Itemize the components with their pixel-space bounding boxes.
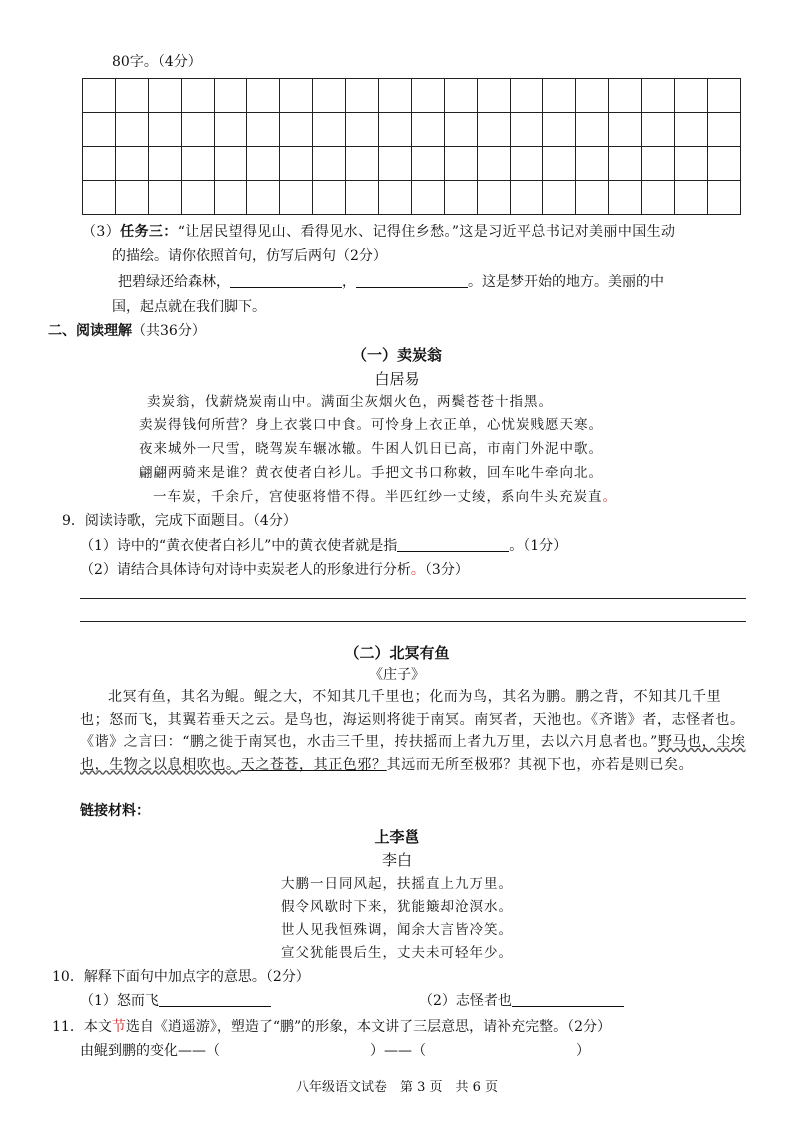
grid-cell[interactable]	[510, 147, 543, 181]
grid-cell[interactable]	[543, 113, 576, 147]
grid-cell[interactable]	[115, 79, 148, 113]
grid-cell[interactable]	[181, 113, 214, 147]
grid-cell[interactable]	[609, 79, 642, 113]
grid-cell[interactable]	[181, 147, 214, 181]
grid-cell[interactable]	[543, 79, 576, 113]
grid-cell[interactable]	[247, 181, 280, 215]
grid-cell[interactable]	[444, 181, 477, 215]
grid-cell[interactable]	[411, 79, 444, 113]
grid-cell[interactable]	[444, 147, 477, 181]
grid-cell[interactable]	[609, 113, 642, 147]
grid-cell[interactable]	[576, 181, 609, 215]
page-footer: 八年级语文试卷 第 3 页 共 6 页	[295, 1080, 499, 1095]
grid-cell[interactable]	[83, 79, 116, 113]
grid-cell[interactable]	[313, 147, 346, 181]
grid-cell[interactable]	[642, 79, 675, 113]
wavy-underlined-sentence: 野马也，尘埃也，生物之以息相吹也。	[80, 734, 746, 773]
poem2-line: 假令风歇时下来，犹能簸却沧溟水。	[281, 899, 513, 915]
task3-line1: （3）任务三：“让居民望得见山、看得见水、记得住乡愁。”这是习近平总书记对美丽中国生动	[82, 224, 676, 240]
grid-cell[interactable]	[642, 113, 675, 147]
grid-cell[interactable]	[477, 147, 510, 181]
poem2-line: 宣父犹能畏后生，丈夫未可轻年少。	[281, 945, 513, 961]
grid-cell[interactable]	[247, 147, 280, 181]
grid-cell[interactable]	[313, 113, 346, 147]
grid-cell[interactable]	[444, 79, 477, 113]
poem2-author: 李白	[381, 851, 412, 869]
grid-row	[83, 147, 741, 181]
grid-cell[interactable]	[609, 181, 642, 215]
grid-cell[interactable]	[510, 79, 543, 113]
q11-stem: 11．本文节选自《逍遥游》，塑造了“鹏”的形象，本文讲了三层意思，请补充完整。（2分）	[52, 1019, 612, 1035]
answer-blank-2[interactable]	[356, 273, 468, 288]
poem1-line: 夜来城外一尺雪，晓驾炭车辗冰辙。牛困人饥日已高，市南门外泥中歌。	[139, 441, 603, 457]
section-heading: 二、阅读理解（共36分）	[48, 323, 206, 339]
grid-cell[interactable]	[477, 113, 510, 147]
grid-row	[83, 79, 741, 113]
answer-line[interactable]	[80, 621, 746, 622]
grid-cell[interactable]	[346, 79, 379, 113]
q10-sub2: （2）志怪者也	[419, 990, 624, 1010]
grid-cell[interactable]	[280, 147, 313, 181]
grid-cell[interactable]	[642, 147, 675, 181]
grid-cell[interactable]	[181, 181, 214, 215]
text2-passage: 北冥有鱼，其名为鲲。鲲之大，不知其几千里也；化而为鸟，其名为鹏。鹏之背，不知其几千里也；怒而飞，其翼若垂天之云。是鸟也，海运则将徙于南冥。南冥者，天池也。《齐谐》者，志怪者也。《谐》之言曰：“鹏之徙于南冥也，水击三千里，抟扶摇而上者九万里，去以六月息者也。”野马也，尘埃也，生物之以息相吹也。天之苍苍，其正色邪？其远而无所至极邪？其视下也，亦若是则已矣。	[80, 689, 746, 773]
grid-cell[interactable]	[214, 147, 247, 181]
poem1-line: 翩翩两骑来是谁？黄衣使者白衫儿。手把文书口称敕，回车叱牛牵向北。	[139, 465, 603, 481]
grid-cell[interactable]	[576, 113, 609, 147]
grid-cell[interactable]	[346, 147, 379, 181]
grid-cell[interactable]	[313, 181, 346, 215]
writing-grid[interactable]	[82, 78, 741, 215]
poem2-line: 大鹏一日同风起，扶摇直上九万里。	[281, 876, 513, 892]
grid-row	[83, 113, 741, 147]
grid-cell[interactable]	[115, 147, 148, 181]
grid-cell[interactable]	[675, 79, 708, 113]
grid-cell[interactable]	[543, 181, 576, 215]
q9-sub1: （1）诗中的“黄衣使者白衫儿”中的黄衣使者就是指 。（1分）	[80, 538, 568, 554]
grid-cell[interactable]	[510, 181, 543, 215]
q9-sub2: （2）请结合具体诗句对诗中卖炭老人的形象进行分析。（3分）	[80, 562, 469, 578]
grid-cell[interactable]	[707, 79, 740, 113]
answer-blank-1[interactable]	[230, 273, 342, 288]
grid-cell[interactable]	[181, 79, 214, 113]
grid-cell[interactable]	[83, 147, 116, 181]
grid-cell[interactable]	[576, 79, 609, 113]
grid-cell[interactable]	[280, 79, 313, 113]
grid-row	[83, 181, 741, 215]
grid-cell[interactable]	[642, 181, 675, 215]
imitate-line: 把碧绿还给森林， ， 。这是梦开始的地方。美丽的中	[118, 274, 664, 290]
answer-line[interactable]	[80, 598, 746, 599]
grid-cell[interactable]	[115, 181, 148, 215]
grid-cell[interactable]	[148, 113, 181, 147]
grid-cell[interactable]	[214, 181, 247, 215]
grid-cell[interactable]	[379, 181, 412, 215]
grid-cell[interactable]	[477, 181, 510, 215]
grid-cell[interactable]	[148, 181, 181, 215]
grid-cell[interactable]	[411, 113, 444, 147]
q10-stem: 10．解释下面句中加点字的意思。（2分）	[52, 969, 310, 985]
grid-cell[interactable]	[247, 79, 280, 113]
grid-cell[interactable]	[477, 79, 510, 113]
task3-line2: 的描绘。请你依照首句，仿写后两句（2分）	[112, 248, 387, 264]
grid-cell[interactable]	[379, 113, 412, 147]
grid-cell[interactable]	[510, 113, 543, 147]
grid-cell[interactable]	[346, 181, 379, 215]
grid-cell[interactable]	[115, 113, 148, 147]
grid-cell[interactable]	[411, 147, 444, 181]
grid-cell[interactable]	[214, 113, 247, 147]
grid-cell[interactable]	[83, 113, 116, 147]
grid-cell[interactable]	[247, 113, 280, 147]
poem1-author: 白居易	[374, 370, 420, 388]
grid-cell[interactable]	[411, 181, 444, 215]
poem1-line: 卖炭翁，伐薪烧炭南山中。满面尘灰烟火色，两鬓苍苍十指黑。	[147, 394, 553, 410]
imitate-line-end: 国，起点就在我们脚下。	[112, 299, 266, 315]
underlined-sentence: 天之苍苍，其正色邪？	[240, 756, 387, 773]
grid-cell[interactable]	[707, 113, 740, 147]
grid-cell[interactable]	[379, 147, 412, 181]
grid-cell[interactable]	[675, 147, 708, 181]
answer-blank-q9[interactable]	[397, 537, 509, 552]
link-material-label: 链接材料：	[80, 803, 150, 819]
q10-sub1: （1）怒而飞	[80, 990, 271, 1010]
grid-cell[interactable]	[83, 181, 116, 215]
answer-blank-q10-1[interactable]	[159, 992, 271, 1007]
poem1-line: 卖炭得钱何所营？身上衣裳口中食。可怜身上衣正单，心忧炭贱愿天寒。	[139, 417, 603, 433]
text2-title: （二）北冥有鱼	[344, 644, 450, 662]
text2-source: 《庄子》	[369, 667, 425, 683]
grid-cell[interactable]	[707, 147, 740, 181]
poem2-title: 上李邕	[374, 828, 420, 846]
grid-cell[interactable]	[576, 147, 609, 181]
grid-cell[interactable]	[214, 79, 247, 113]
grid-cell[interactable]	[148, 79, 181, 113]
grid-cell[interactable]	[609, 147, 642, 181]
grid-cell[interactable]	[675, 181, 708, 215]
word-limit-note: 80字。（4分）	[112, 54, 202, 70]
poem2-line: 世人见我恒殊调，闻余大言皆冷笑。	[281, 922, 513, 938]
poem1-line-last: 一车炭，千余斤，宫使驱将惜不得。半匹红纱一丈绫，系向牛头充炭直。	[153, 489, 617, 505]
q11-chain: 由鲲到鹏的变化——（ ）——（ ）	[80, 1043, 590, 1059]
grid-cell[interactable]	[148, 147, 181, 181]
grid-cell[interactable]	[346, 113, 379, 147]
q9-stem: 9．阅读诗歌，完成下面题目。（4分）	[62, 513, 297, 529]
grid-cell[interactable]	[543, 147, 576, 181]
grid-cell[interactable]	[379, 79, 412, 113]
grid-cell[interactable]	[280, 113, 313, 147]
answer-blank-q10-2[interactable]	[512, 992, 624, 1007]
grid-cell[interactable]	[675, 113, 708, 147]
grid-cell[interactable]	[313, 79, 346, 113]
grid-cell[interactable]	[444, 113, 477, 147]
grid-cell[interactable]	[707, 181, 740, 215]
grid-cell[interactable]	[280, 181, 313, 215]
poem1-title: （一）卖炭翁	[351, 346, 442, 364]
